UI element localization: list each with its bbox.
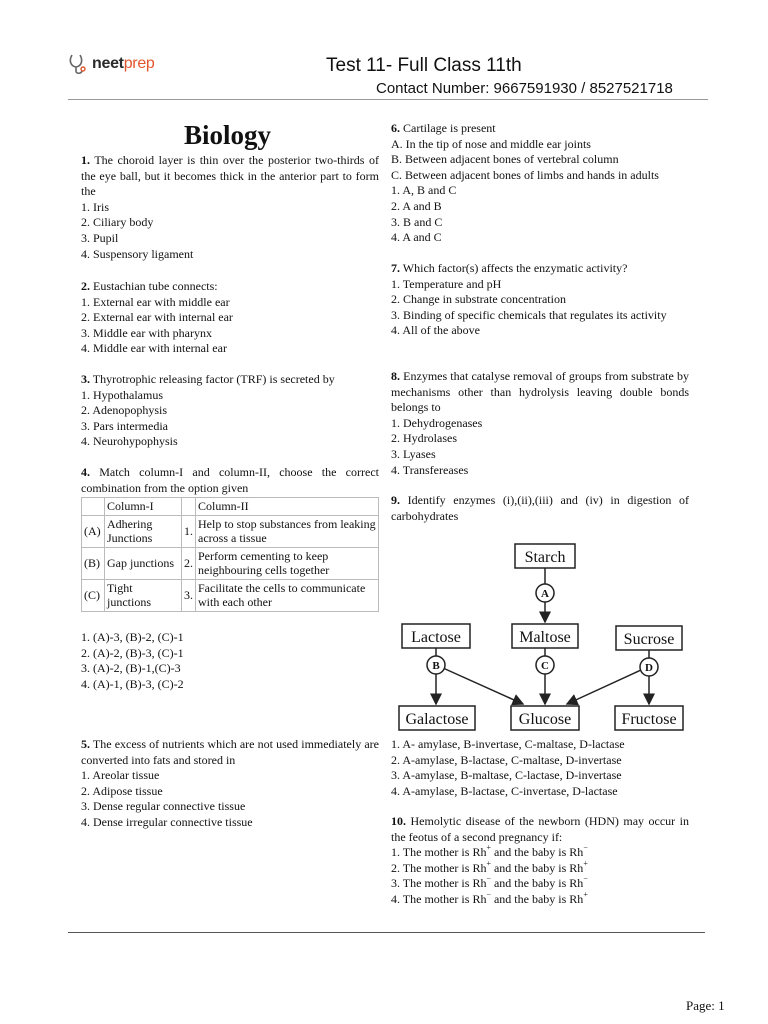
carbohydrate-digestion-diagram: [397, 540, 697, 735]
maltose-label: Maltose: [519, 629, 571, 646]
match-table: Column-I Column-II (A) Adhering Junctions 1. Help to stop substances from leaking across a tissue (B) Gap junctions 2. Perform cementing to keep neighbouring cells together (C) Tight junctions 3. Facilitate the cells to communicate with each other: [81, 497, 379, 612]
question-3: 3. Thyrotrophic releasing factor (TRF) is secreted by 1. Hypothalamus 2. Adenopophysis 3. Pars intermedia 4. Neurohypophysis: [81, 372, 379, 450]
option: 1. Hypothalamus: [81, 387, 163, 402]
option: 4. Dense irregular connective tissue: [81, 814, 253, 829]
footer-divider: [68, 932, 705, 933]
svg-text:C: C: [541, 660, 549, 672]
question-9-options: [391, 737, 689, 799]
option: 3. B and C: [391, 214, 443, 229]
option: 4. (A)-1, (B)-3, (C)-2: [81, 676, 184, 691]
starch-label: Starch: [524, 549, 566, 566]
sucrose-label: Sucrose: [623, 631, 675, 648]
question-4: 4. Match column-I and column-II, choose the correct combination from the option given: [81, 465, 379, 495]
statement: A. In the tip of nose and middle ear joints: [391, 136, 591, 151]
option: 4. A and C: [391, 230, 442, 245]
option: 3. The mother is Rh− and the baby is Rh−: [391, 874, 588, 891]
option: 1. Iris: [81, 199, 109, 214]
option: 2. The mother is Rh+ and the baby is Rh+: [391, 858, 588, 875]
option: 1. (A)-3, (B)-2, (C)-1: [81, 630, 184, 644]
option: 2. Hydrolases: [391, 431, 457, 446]
option: 2. Change in substrate concentration: [391, 292, 566, 307]
option: 1. Temperature and pH: [391, 276, 502, 291]
option: 2. Ciliary body: [81, 215, 154, 230]
subject-heading: Biology: [184, 120, 272, 150]
question-1: 1. The choroid layer is thin over the posterior two-thirds of the eye ball, but it becomes thick in the anterior part to form the 1. Iris 2. Ciliary body 3. Pupil 4. Suspensory ligament: [81, 153, 379, 261]
option: 4. Middle ear with internal ear: [81, 341, 227, 356]
option: 4. Transfereases: [391, 462, 469, 477]
question-6: 6. Cartilage is present A. In the tip of nose and middle ear joints B. Between adjacent bones of vertebral column C. Between adjacent bones of limbs and hands in adults 1. A, B and C 2. A and B 3. B and C 4. A and C: [391, 121, 689, 246]
option: 1. The mother is Rh+ and the baby is Rh−: [391, 843, 588, 860]
option: 1. A, B and C: [391, 183, 457, 198]
question-7: 7. Which factor(s) affects the enzymatic activity? 1. Temperature and pH 2. Change in substrate concentration 3. Binding of specific chemicals that regulates its activity 4. All of the above: [391, 261, 689, 339]
neetprep-logo: [68, 50, 155, 78]
option: 1. A- amylase, B-invertase, C-maltase, D-lactase: [391, 737, 625, 751]
stethoscope-icon: [68, 52, 88, 76]
svg-text:D: D: [645, 662, 653, 674]
question-4-options: [81, 630, 379, 692]
option: 3. Dense regular connective tissue: [81, 799, 246, 814]
option: 2. External ear with internal ear: [81, 310, 233, 325]
option: 2. Adenopophysis: [81, 403, 168, 418]
question-2: 2. Eustachian tube connects: 1. External ear with middle ear 2. External ear with internal ear 3. Middle ear with pharynx 4. Middle ear with internal ear: [81, 279, 379, 357]
option: 4. The mother is Rh− and the baby is Rh+: [391, 889, 588, 906]
question-9: 9. Identify enzymes (i),(ii),(iii) and (iv) in digestion of carbohydrates: [391, 493, 689, 523]
glucose-label: Glucose: [518, 711, 572, 728]
svg-text:B: B: [432, 660, 440, 672]
question-10: 10. Hemolytic disease of the newborn (HDN) may occur in the feotus of a second pregnancy if: 1. The mother is Rh+ and the baby is Rh− 2. The mother is Rh+ and the baby is Rh+ 3. The mother is Rh− and the baby is Rh− 4. The mother is Rh− and the baby is Rh+: [391, 814, 690, 906]
statement: B. Between adjacent bones of vertebral column: [391, 152, 619, 167]
galactose-label: Galactose: [405, 711, 469, 728]
logo-wordmark: neetprep: [92, 55, 155, 72]
option: 4. All of the above: [391, 323, 480, 338]
option: 4. Suspensory ligament: [81, 246, 194, 261]
option: 3. (A)-2, (B)-1,(C)-3: [81, 661, 181, 676]
option: 1. External ear with middle ear: [81, 294, 230, 309]
contact-number: Contact Number: 9667591930 / 8527521718: [376, 80, 673, 97]
option: 2. A-amylase, B-lactase, C-maltase, D-invertase: [391, 752, 622, 767]
svg-text:A: A: [541, 588, 549, 600]
option: 1. Areolar tissue: [81, 768, 160, 783]
option: 3. Binding of specific chemicals that regulates its activity: [391, 307, 667, 322]
table-row: (C) Tight junctions 3. Facilitate the cells to communicate with each other: [82, 579, 379, 611]
statement: C. Between adjacent bones of limbs and hands in adults: [391, 167, 659, 182]
option: 3. Pars intermedia: [81, 418, 168, 433]
option: 3. Lyases: [391, 446, 436, 461]
fructose-label: Fructose: [621, 711, 677, 728]
option: 3. A-amylase, B-maltase, C-lactase, D-invertase: [391, 768, 622, 783]
option: 3. Middle ear with pharynx: [81, 325, 212, 340]
option: 4. Neurohypophysis: [81, 434, 178, 449]
question-8: 8. Enzymes that catalyse removal of groups from substrate by mechanisms other than hydrolysis leaving double bonds belongs to 1. Dehydrogenases 2. Hydrolases 3. Lyases 4. Transfereases: [391, 369, 689, 477]
header-divider: [68, 99, 708, 100]
table-row: (A) Adhering Junctions 1. Help to stop substances from leaking across a tissue: [82, 515, 379, 547]
page-number: Page: 1: [686, 998, 725, 1013]
option: 2. A and B: [391, 198, 442, 213]
option: 2. Adipose tissue: [81, 783, 163, 798]
table-row: (B) Gap junctions 2. Perform cementing to keep neighbouring cells together: [82, 547, 379, 579]
option: 4. A-amylase, B-lactase, C-invertase, D-lactase: [391, 783, 618, 798]
option: 2. (A)-2, (B)-3, (C)-1: [81, 645, 184, 660]
test-title: Test 11- Full Class 11th: [326, 55, 522, 76]
lactose-label: Lactose: [411, 629, 461, 646]
option: 1. Dehydrogenases: [391, 415, 483, 430]
option: 3. Pupil: [81, 230, 119, 245]
question-5: 5. The excess of nutrients which are not used immediately are converted into fats and stored in 1. Areolar tissue 2. Adipose tissue 3. Dense regular connective tissue 4. Dense irregular connective tissue: [81, 737, 379, 829]
